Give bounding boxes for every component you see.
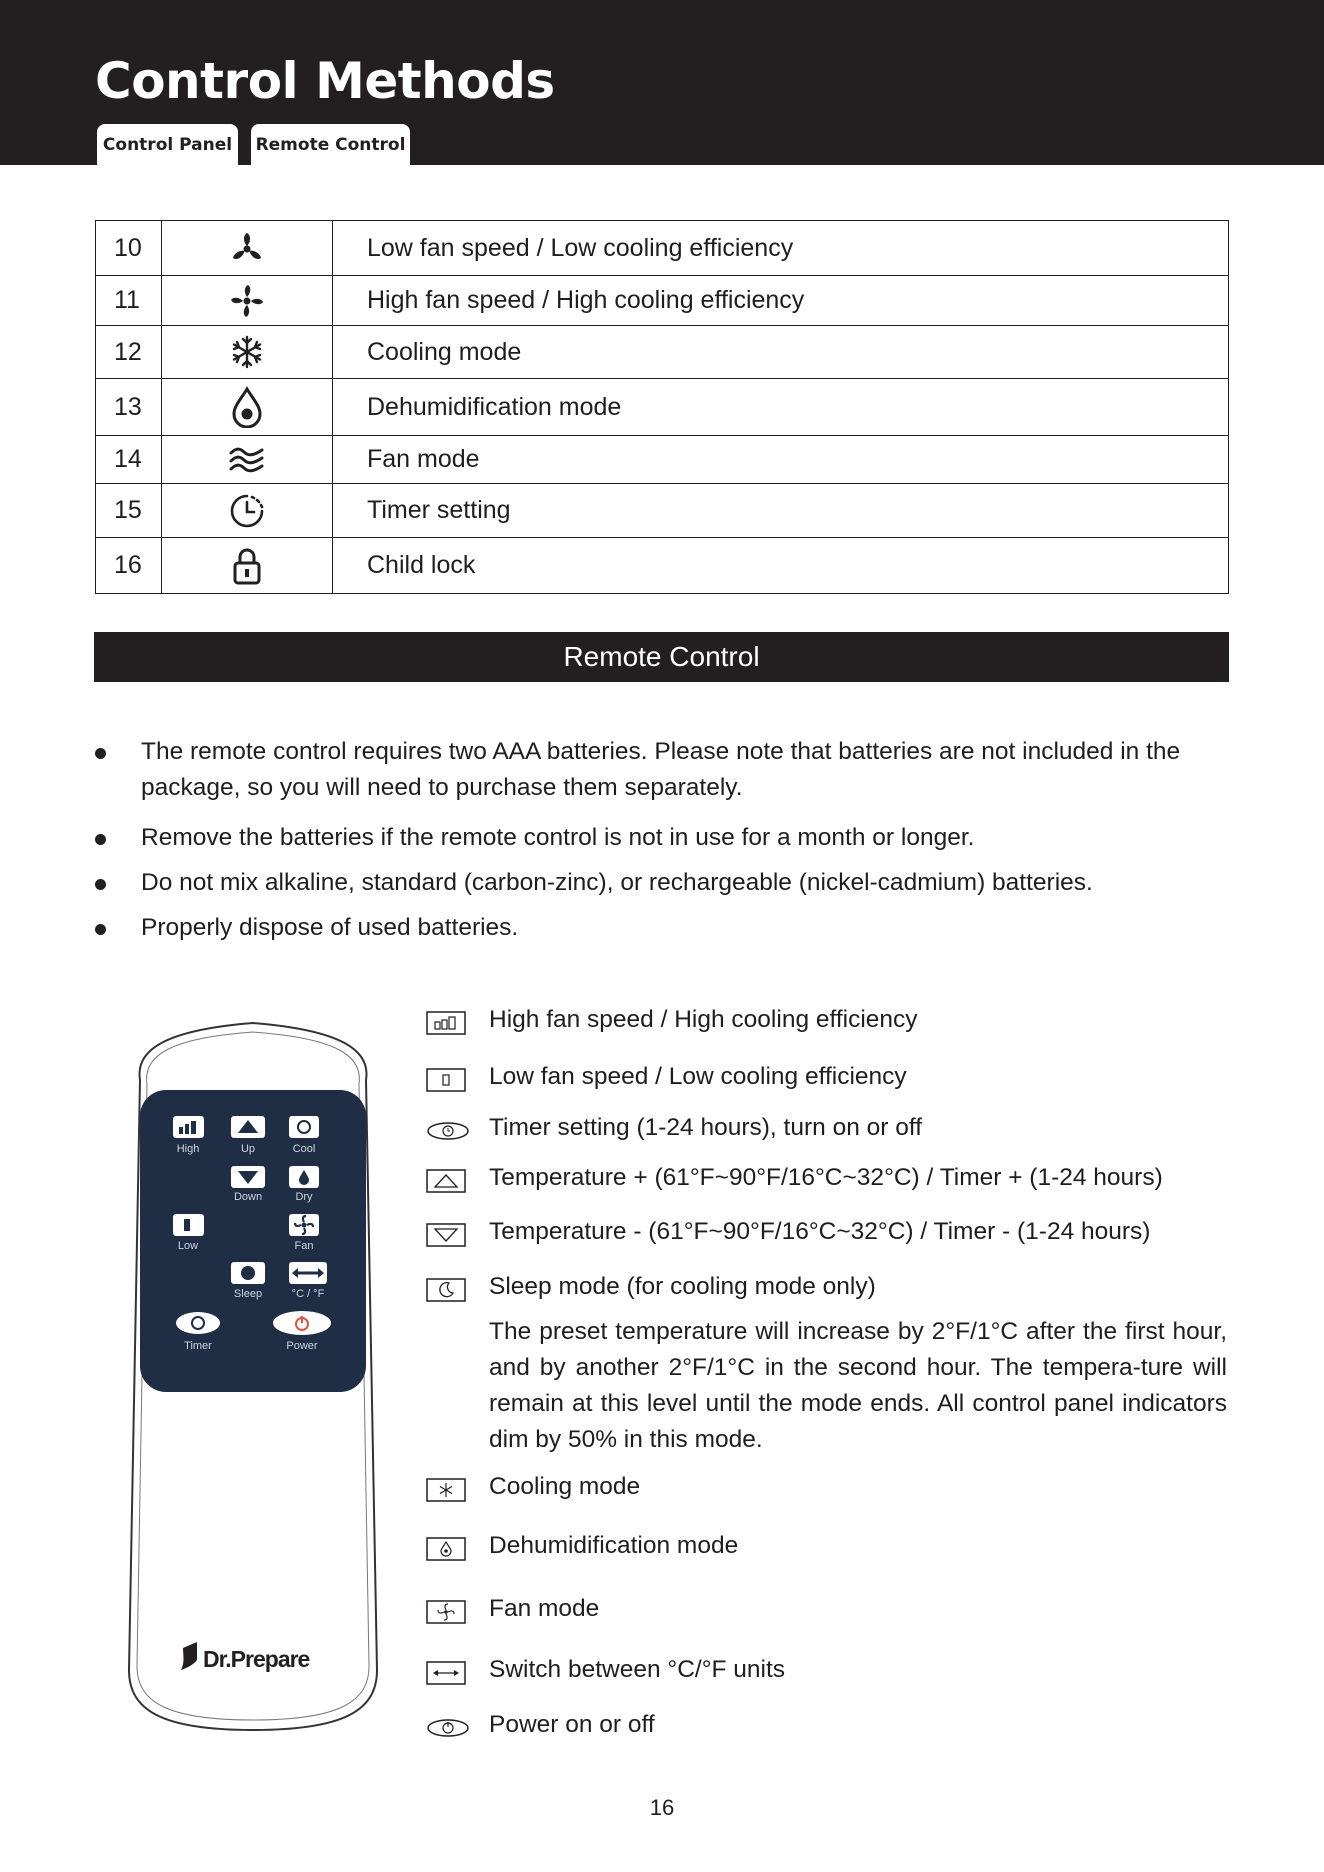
remote-label-low: Low [177, 1240, 199, 1252]
row-description: Timer setting [333, 484, 1229, 538]
page-title: Control Methods [95, 52, 555, 110]
table-row [96, 538, 1229, 594]
tab-control-panel[interactable]: Control Panel [97, 124, 238, 165]
list-item: Properly dispose of used batteries. [95, 910, 1230, 946]
timer-icon [229, 495, 265, 523]
fan-key-icon [426, 1599, 466, 1635]
down-key-icon [426, 1222, 466, 1258]
list-item: Do not mix alkaline, standard (carbon-zinc), or rechargeable (nickel-cadmium) batteries. [95, 865, 1230, 901]
page-header [0, 0, 1324, 165]
control-panel-legend-table [95, 220, 1229, 594]
row-number: 12 [96, 326, 162, 379]
key-description: Power on or off [489, 1711, 655, 1738]
row-description: Cooling mode [333, 326, 1229, 379]
row-number: 10 [96, 221, 162, 276]
power-key-icon [426, 1715, 470, 1751]
brand-logo-text: Dr.Prepare [203, 1646, 310, 1672]
lock-icon [232, 550, 262, 578]
row-description: Dehumidification mode [333, 379, 1229, 436]
table-row [96, 326, 1229, 379]
sleep-key-icon [426, 1277, 466, 1313]
key-description: Timer setting (1-24 hours), turn on or off [489, 1114, 923, 1141]
row-description: High fan speed / High cooling efficiency [333, 276, 1229, 326]
key-description: Low fan speed / Low cooling efficiency [489, 1063, 907, 1090]
remote-control-illustration [125, 1010, 381, 1735]
row-number: 13 [96, 379, 162, 436]
droplet-icon [230, 392, 264, 420]
up-key-icon [426, 1168, 466, 1204]
remote-label-fan: Fan [294, 1240, 314, 1252]
tab-remote-control[interactable]: Remote Control [251, 124, 410, 165]
timer-key-icon [426, 1118, 470, 1154]
table-row [96, 484, 1229, 538]
page-number: 16 [649, 1795, 675, 1820]
key-description: Cooling mode [489, 1473, 641, 1500]
row-description: Child lock [333, 538, 1229, 594]
remote-label-high: High [176, 1143, 200, 1155]
row-number: 16 [96, 538, 162, 594]
key-description: Temperature + (61°F~90°F/16°C~32°C) / Timer + (1-24 hours) [489, 1164, 1163, 1191]
key-description: Fan mode [489, 1595, 600, 1622]
remote-label-up: Up [240, 1143, 256, 1155]
unit-key-icon [426, 1660, 466, 1696]
snowflake-icon [229, 337, 265, 365]
remote-label-down: Down [233, 1191, 263, 1203]
row-number: 15 [96, 484, 162, 538]
remote-label-timer: Timer [184, 1340, 212, 1352]
high-fan-key-icon [426, 1010, 466, 1046]
row-number: 11 [96, 276, 162, 326]
battery-notes-list [95, 734, 1230, 960]
list-item: Remove the batteries if the remote control is not in use for a month or longer. [95, 820, 1230, 856]
remote-label-dry: Dry [295, 1191, 313, 1203]
remote-label-sleep: Sleep [233, 1288, 263, 1300]
table-row [96, 436, 1229, 484]
row-description: Low fan speed / Low cooling efficiency [333, 221, 1229, 276]
remote-label-cool: Cool [292, 1143, 316, 1155]
remote-label-unit: °C / °F [291, 1288, 325, 1300]
table-row [96, 379, 1229, 436]
key-description: High fan speed / High cooling efficiency [489, 1006, 918, 1033]
low-fan-key-icon [426, 1067, 466, 1103]
dry-key-icon [426, 1536, 466, 1572]
remote-label-power: Power [286, 1340, 318, 1352]
fan-high-icon [229, 285, 265, 313]
section-heading: Remote Control [94, 632, 1229, 682]
list-item: The remote control requires two AAA batteries. Please note that batteries are not included in the package, so you will need to purchase them separately. [95, 734, 1230, 806]
key-description: Switch between °C/°F units [489, 1656, 786, 1683]
key-description: Dehumidification mode [489, 1532, 739, 1559]
cool-key-icon [426, 1477, 466, 1513]
key-description: Temperature - (61°F~90°F/16°C~32°C) / Timer - (1-24 hours) [489, 1218, 1151, 1245]
row-description: Fan mode [333, 436, 1229, 484]
key-description: Sleep mode (for cooling mode only) [489, 1273, 876, 1300]
row-number: 14 [96, 436, 162, 484]
wind-waves-icon [228, 445, 266, 473]
table-row [96, 221, 1229, 276]
sleep-mode-paragraph: The preset temperature will increase by 2°F/1°C after the first hour, and by another 2°F/1°C in the second hour. The tempera-ture will remain at this level until the mode ends. All control panel indicators dim by 50% in this mode. [489, 1318, 1227, 1453]
table-row [96, 276, 1229, 326]
fan-low-icon [229, 233, 265, 261]
